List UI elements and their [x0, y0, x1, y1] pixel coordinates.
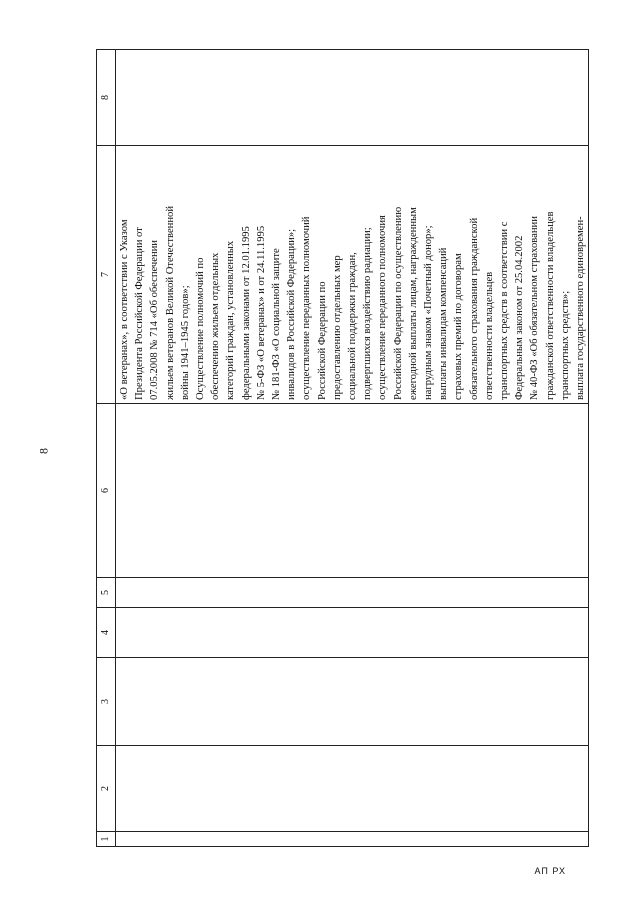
- text-line: нагрудным знаком «Почетный донор»;: [423, 225, 435, 400]
- text-line: страховых премий по договорам: [453, 253, 465, 400]
- text-line: транспортных средств»;: [559, 290, 571, 400]
- text-line: № 181-ФЗ «О социальной защите: [271, 248, 283, 400]
- column-header-2: 2: [97, 746, 116, 832]
- text-line: Российской Федерации по осуществлению: [392, 206, 404, 400]
- text-line: предоставлению отдельных мер: [331, 255, 343, 400]
- text-line: войны 1941–1945 годов»;: [179, 285, 191, 400]
- text-line: обеспечению жильем отдельных: [210, 252, 222, 400]
- rotated-table-container: [96, 50, 587, 847]
- text-line: ежегодной выплаты лицам, награжденным: [407, 207, 419, 400]
- text-line: социальной поддержки граждан,: [347, 252, 359, 400]
- text-line: осуществление переданных полномочий: [301, 216, 313, 400]
- text-line: гражданской ответственности владельцев: [544, 211, 556, 400]
- footer-mark: АП РХ: [534, 866, 566, 876]
- text-line: 07.05.2008 № 714 «Об обеспечении: [149, 240, 161, 400]
- column-header-1: 1: [97, 832, 116, 847]
- cell-col-7-text: [116, 146, 589, 404]
- cell-col-5: [116, 578, 589, 608]
- column-header-7: 7: [97, 146, 116, 404]
- text-line: Федеральным законом от 25.04.2002: [514, 235, 526, 400]
- text-line: транспортных средств в соответствии с: [499, 221, 511, 400]
- text-line: обязательного страхования гражданской: [468, 217, 480, 400]
- column-header-3: 3: [97, 658, 116, 746]
- table-row: [116, 50, 589, 847]
- text-line: осуществление переданного полномочия: [377, 215, 389, 400]
- text-line: выплаты инвалидам компенсаций: [438, 247, 450, 400]
- column-header-4: 4: [97, 608, 116, 658]
- text-line: Осуществление полномочий по: [195, 257, 207, 400]
- text-line: Президента Российской Федерации от: [134, 227, 146, 400]
- text-line: категорий граждан, установленных: [225, 240, 237, 400]
- text-line: № 5-ФЗ «О ветеранах» и от 24.11.1995: [255, 225, 267, 400]
- column-header-5: 5: [97, 578, 116, 608]
- text-line: инвалидов в Российской Федерации»;: [286, 228, 298, 400]
- cell-col-8: [116, 50, 589, 146]
- column-header-6: 6: [97, 404, 116, 578]
- budget-table: [96, 49, 589, 847]
- text-line: подвергшихся воздействию радиации;: [362, 227, 374, 400]
- column-header-8: 8: [97, 50, 116, 146]
- cell-col-2: [116, 746, 589, 832]
- text-line: выплата государственного единовремен-: [575, 216, 587, 400]
- page-number: 8: [36, 448, 51, 454]
- text-line: ответственности владельцев: [483, 271, 495, 400]
- text-line: № 40-ФЗ «Об обязательном страховании: [529, 216, 541, 400]
- text-line: федеральными законами от 12.01.1995: [240, 226, 252, 400]
- cell-col-4: [116, 608, 589, 658]
- header-row: [97, 50, 116, 847]
- text-line: «О ветеранах», в соответствии с Указом: [119, 219, 130, 400]
- cell-col-1: [116, 832, 589, 847]
- cell-col-3: [116, 658, 589, 746]
- text-line: Российской Федерации по: [316, 281, 328, 400]
- cell-col-6: [116, 404, 589, 578]
- text-line: жильем ветеранов Великой Отечественной: [164, 206, 176, 400]
